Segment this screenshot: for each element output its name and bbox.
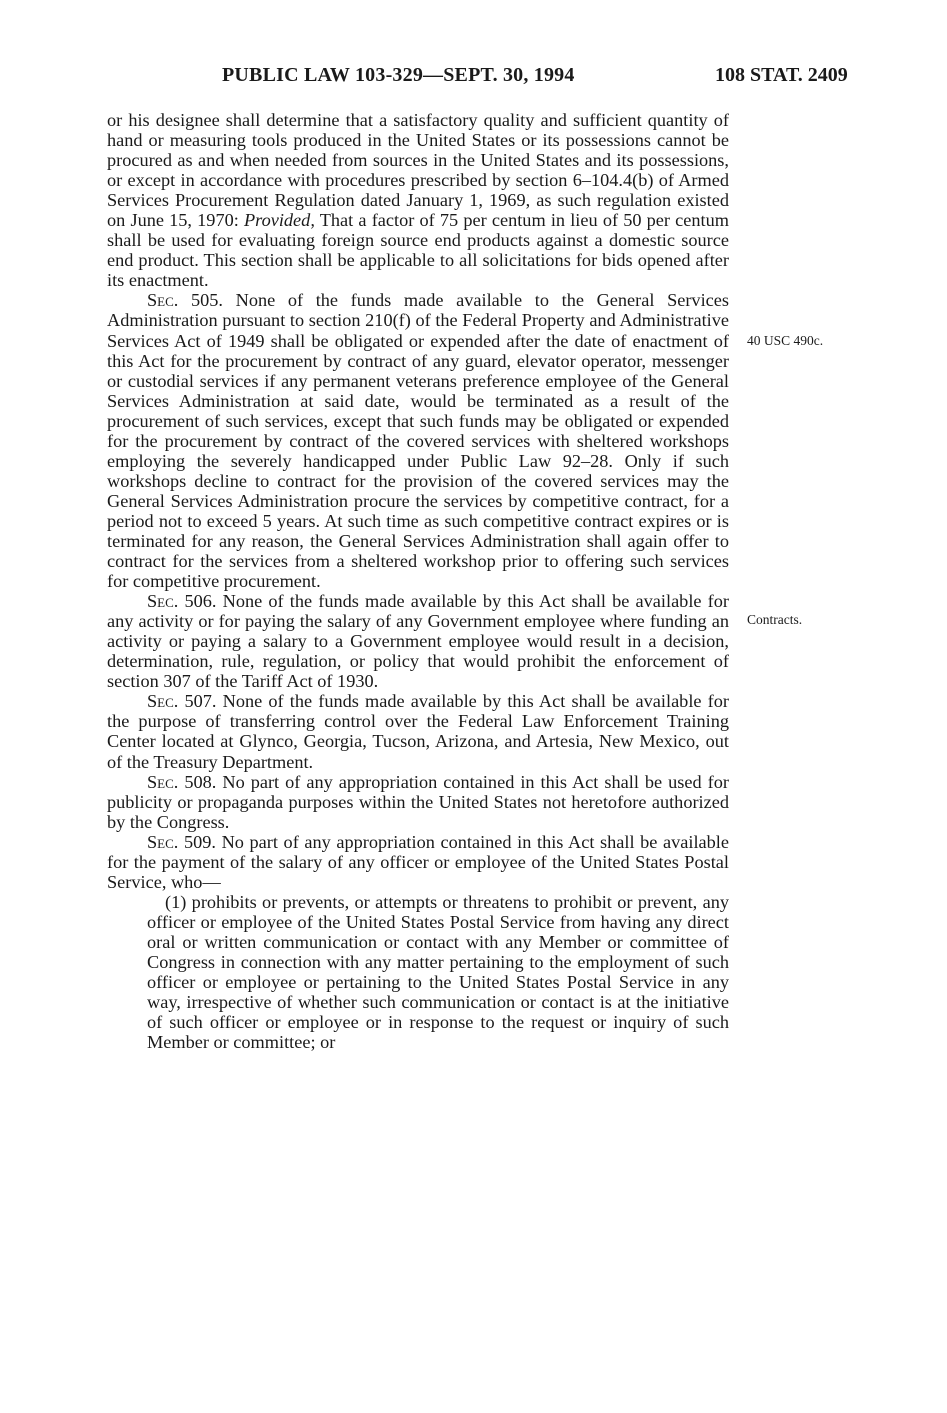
body-text <box>107 110 729 1052</box>
section-509-clause-1: (1) prohibits or prevents, or attempts or threatens to prohibit or prevent, any officer or employee of the United States Postal Service from having any direct oral or written communication or contact with any Member or committee of Congress in connection with any matter pertaining to the employment of such officer or employee or pertaining to the United States Postal Service in any way, irrespective of whether such communication or contact is at the initiative of such officer or employee or in response to the request or inquiry of such Member or committee; or <box>147 891 729 1053</box>
provided-proviso: Provided, <box>243 210 315 231</box>
section-508: Sec. 508. No part of any appropriation contained in this Act shall be used for publicity or propaganda purposes within the United States not heretofore authorized by the Congress. <box>107 771 729 832</box>
section-label: Sec. 507. <box>147 691 217 712</box>
section-label: Sec. 508. <box>147 771 217 792</box>
section-505: Sec. 505. None of the funds made available to the General Services Administration pursuant to section 210(f) of the Federal Property and Administrative Services Act of 1949 shall be obligated or expended after the date of enactment of this Act for the procurement by contract of any guard, elevator operator, messenger or custodial services if any permanent veterans preference employee of the General Services Administration at said date, would be terminated as a result of the procurement of such services, except that such funds may be obligated or expended for the procurement by contract of the covered services with sheltered workshops employing the severely handicapped under Public Law 92–28. Only if such workshops decline to contract for the provision of the covered services may the General Services Administration procure the services by competitive contract, for a period not to exceed 5 years. At such time as such competitive contract expires or is terminated for any reason, the General Services Administration shall again offer to contract for the services from a sheltered workshop prior to offering such services for competitive procurement. <box>107 290 729 592</box>
section-label: Sec. 506. <box>147 591 217 612</box>
margin-note-contracts: Contracts. <box>747 612 803 627</box>
page-header-stat-ref: 108 STAT. 2409 <box>715 64 848 86</box>
section-506: Sec. 506. None of the funds made available by this Act shall be available for any activity or for paying the salary of any Government employee where funding an activity or paying a salary to a Government employee would result in a decision, determination, rule, regulation, or policy that would prohibit the enforcement of section 307 of the Tariff Act of 1930. <box>107 591 729 692</box>
margin-note-usc: 40 USC 490c. <box>747 333 824 348</box>
section-509: Sec. 509. No part of any appropriation contained in this Act shall be available for the payment of the salary of any officer or employee of the United States Postal Service, who— <box>107 831 729 892</box>
paragraph-continuation: or his designee shall determine that a satisfactory quality and sufficient quantity of hand or measuring tools produced in the United States or its possessions cannot be procured as and when needed from sources in the United States and its possessions, or except in accordance with procedures prescribed by section 6–104.4(b) of Armed Services Procurement Regulation dated January 1, 1969, as such regulation existed on June 15, 1970: Provided, That a factor of 75 per centum in lieu of 50 per centum shall be used for evaluating foreign source end products against a domestic source end product. This section shall be applicable to all solicitations for bids opened after its enactment. <box>107 110 729 291</box>
section-label: Sec. 509. <box>147 831 216 852</box>
section-507: Sec. 507. None of the funds made available by this Act shall be available for the purpose of transferring control over the Federal Law Enforcement Training Center located at Glynco, Georgia, Tucson, Arizona, and Artesia, New Mexico, out of the Treasury Department. <box>107 691 729 772</box>
page-header-title: PUBLIC LAW 103-329—SEPT. 30, 1994 <box>222 64 575 86</box>
section-label: Sec. 505. <box>147 290 223 311</box>
